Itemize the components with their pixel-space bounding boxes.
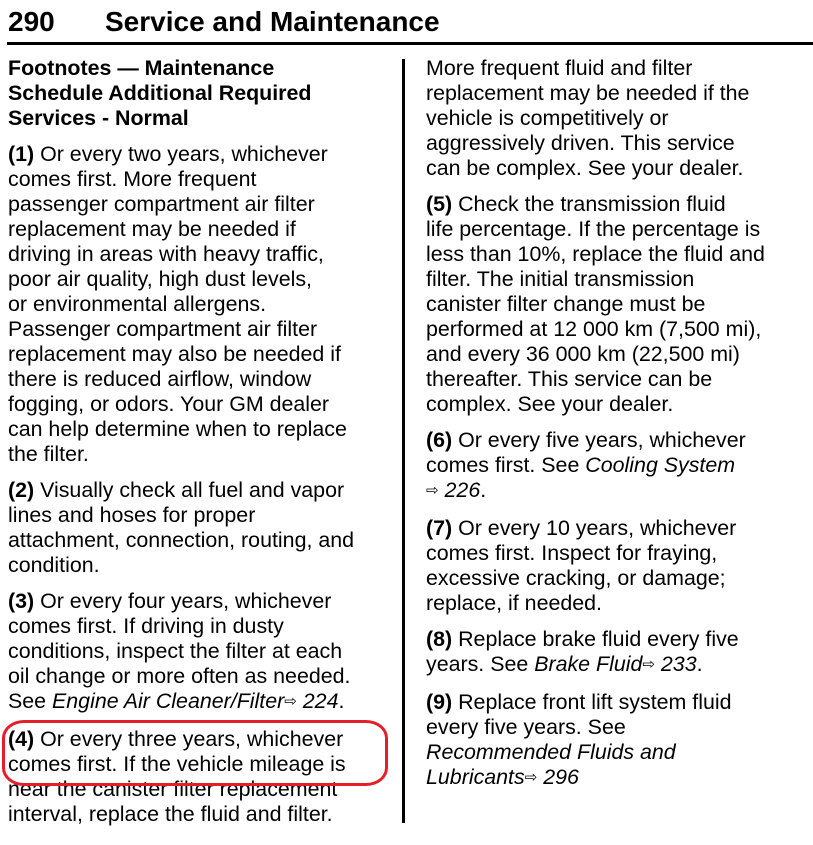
- heading-line: Services - Normal: [8, 106, 189, 130]
- cross-reference-page[interactable]: 296: [537, 765, 579, 789]
- footnote-text: Or every four years, whichever: [34, 589, 332, 613]
- footnote-text: interval, replace the fluid and filter.: [8, 802, 333, 826]
- footnote-number: (1): [8, 142, 35, 166]
- footnotes-heading: [8, 56, 393, 131]
- cross-reference-page[interactable]: 226: [438, 478, 481, 502]
- footnote-8: [426, 627, 811, 679]
- footnote-text: less than 10%, replace the fluid and: [426, 242, 765, 266]
- footnote-text: comes first. If the vehicle mileage is: [8, 752, 346, 776]
- footnote-9: [426, 690, 811, 792]
- footnote-7: [426, 516, 811, 616]
- cross-reference-page[interactable]: 233: [654, 652, 697, 676]
- page-reference-arrow-icon: ⇨: [426, 482, 439, 499]
- footnote-text: .: [338, 689, 345, 713]
- footnote-text: attachment, connection, routing, and: [8, 528, 355, 552]
- footnote-1: [8, 142, 393, 467]
- footnote-text: driving in areas with heavy traffic,: [8, 242, 324, 266]
- footnote-text: condition.: [8, 553, 100, 577]
- footnote-text: poor air quality, high dust levels,: [8, 267, 312, 291]
- footnote-text: years. See: [426, 652, 535, 676]
- cross-reference-link[interactable]: Recommended Fluids and: [426, 740, 676, 764]
- footnote-6: [426, 428, 811, 505]
- footnote-text: Replace front lift system fluid: [452, 690, 732, 714]
- footnote-text: Or every 10 years, whichever: [452, 516, 737, 540]
- footnote-text: the filter.: [8, 442, 89, 466]
- header-rule: [7, 42, 813, 45]
- page-reference-arrow-icon: ⇨: [524, 769, 538, 786]
- footnote-number: (9): [426, 690, 453, 714]
- footnote-text: performed at 12 000 km (7,500 mi),: [426, 317, 762, 341]
- footnote-number: (3): [8, 589, 35, 613]
- footnote-text: excessive cracking, or damage;: [426, 566, 726, 590]
- page-header: [8, 6, 813, 42]
- footnote-number: (4): [8, 727, 35, 751]
- footnote-number: (6): [426, 428, 453, 452]
- footnote-text: can be complex. See your dealer.: [426, 156, 744, 180]
- footnote-text: comes first. Inspect for fraying,: [426, 541, 718, 565]
- footnote-text: and every 36 000 km (22,500 mi): [426, 342, 740, 366]
- footnote-text: lines and hoses for proper: [8, 503, 256, 527]
- footnote-text: More frequent fluid and filter: [426, 56, 693, 80]
- footnote-text: Passenger compartment air filter: [8, 317, 318, 341]
- footnote-text: replacement may be needed if the: [426, 81, 750, 105]
- footnote-text: vehicle is competitively or: [426, 106, 669, 130]
- footnote-4: [8, 727, 393, 827]
- footnote-text: passenger compartment air filter: [8, 192, 315, 216]
- page-number: 290: [8, 6, 55, 37]
- footnote-text: comes first. See: [426, 453, 586, 477]
- footnote-text: .: [696, 652, 703, 676]
- footnote-text: life percentage. If the percentage is: [426, 217, 761, 241]
- footnote-text: comes first. If driving in dusty: [8, 614, 284, 638]
- page-reference-arrow-icon: ⇨: [284, 693, 297, 710]
- cross-reference-page[interactable]: 224: [296, 689, 339, 713]
- cross-reference-link[interactable]: Brake Fluid: [534, 652, 643, 676]
- footnote-text: filter. The initial transmission: [426, 267, 695, 291]
- footnote-text: near the canister filter replacement: [8, 777, 338, 801]
- footnote-number: (8): [426, 627, 453, 651]
- footnote-number: (5): [426, 192, 453, 216]
- footnote-text: canister filter change must be: [426, 292, 706, 316]
- footnote-text: there is reduced airflow, window: [8, 367, 312, 391]
- footnote-number: (7): [426, 516, 453, 540]
- heading-line: Footnotes — Maintenance: [8, 56, 275, 80]
- footnote-number: (2): [8, 478, 35, 502]
- footnote-text: replace, if needed.: [426, 591, 603, 615]
- left-column: [8, 56, 393, 838]
- footnote-text: or environmental allergens.: [8, 292, 267, 316]
- column-divider: [402, 59, 405, 823]
- heading-line: Schedule Additional Required: [8, 81, 312, 105]
- footnote-text: thereafter. This service can be: [426, 367, 713, 391]
- footnote-text: replacement may also be needed if: [8, 342, 341, 366]
- footnote-text: complex. See your dealer.: [426, 392, 674, 416]
- cross-reference-link[interactable]: Engine Air Cleaner/Filter: [52, 689, 285, 713]
- footnote-text: Visually check all fuel and vapor: [34, 478, 345, 502]
- page-reference-arrow-icon: ⇨: [642, 656, 655, 673]
- footnote-3: [8, 589, 393, 716]
- footnote-text: replacement may be needed if: [8, 217, 296, 241]
- footnote-2: [8, 478, 393, 578]
- footnote-text: Or every three years, whichever: [34, 727, 344, 751]
- footnote-text: Check the transmission fluid: [452, 192, 726, 216]
- footnote-text: can help determine when to replace: [8, 417, 347, 441]
- footnote-text: .: [480, 478, 487, 502]
- section-title: Service and Maintenance: [105, 6, 440, 37]
- footnote-text: fogging, or odors. Your GM dealer: [8, 392, 330, 416]
- right-column: [426, 56, 811, 803]
- footnote-text: aggressively driven. This service: [426, 131, 735, 155]
- cross-reference-link[interactable]: Lubricants: [426, 765, 525, 789]
- footnote-text: Or every five years, whichever: [452, 428, 746, 452]
- footnote-4-continuation: [426, 56, 811, 181]
- cross-reference-link[interactable]: Cooling System: [585, 453, 736, 477]
- footnote-text: conditions, inspect the filter at each: [8, 639, 343, 663]
- footnote-text: See: [8, 689, 53, 713]
- footnote-text: Replace brake fluid every five: [452, 627, 739, 651]
- footnote-text: oil change or more often as needed.: [8, 664, 351, 688]
- footnote-text: comes first. More frequent: [8, 167, 257, 191]
- footnote-5: [426, 192, 811, 417]
- footnote-text: every five years. See: [426, 715, 626, 739]
- footnote-text: Or every two years, whichever: [34, 142, 328, 166]
